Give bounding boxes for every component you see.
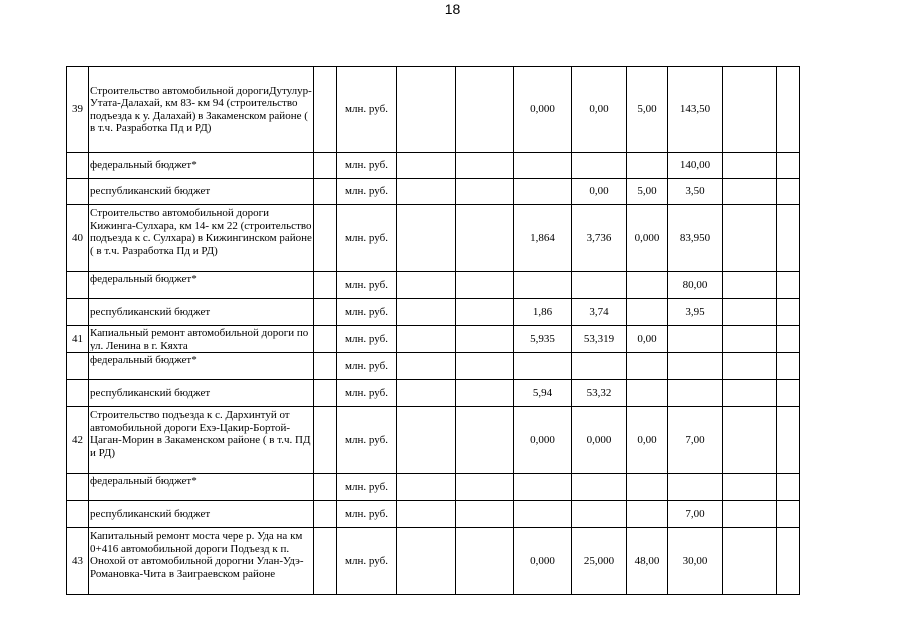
value-cell — [723, 326, 777, 353]
table-row — [67, 474, 800, 501]
table-row — [67, 353, 800, 380]
blank-cell — [314, 153, 337, 179]
value-cell — [777, 353, 800, 380]
value-cell: 0,000 — [514, 407, 572, 474]
blank-cell — [314, 474, 337, 501]
value-cell — [397, 299, 456, 326]
unit-cell: млн. руб. — [337, 153, 397, 179]
value-cell — [723, 528, 777, 595]
item-name — [89, 272, 314, 299]
value-cell — [514, 501, 572, 528]
item-name — [89, 153, 314, 179]
unit-cell: млн. руб. — [337, 272, 397, 299]
value-cell: 48,00 — [627, 528, 668, 595]
item-name — [89, 67, 314, 153]
value-cell — [777, 179, 800, 205]
value-cell: 3,50 — [668, 179, 723, 205]
blank-cell — [314, 501, 337, 528]
unit-cell: млн. руб. — [337, 326, 397, 353]
item-name-text: республиканский бюджет — [90, 305, 211, 318]
value-cell: 0,00 — [572, 179, 627, 205]
value-cell: 25,000 — [572, 528, 627, 595]
value-cell: 0,00 — [627, 407, 668, 474]
value-cell — [397, 179, 456, 205]
row-number — [67, 353, 89, 380]
item-name-text: Капиальный ремонт автомобильной дороги по ул. Ленина в г. Кяхта — [90, 327, 309, 351]
value-cell — [777, 326, 800, 353]
value-cell: 53,319 — [572, 326, 627, 353]
value-cell — [456, 528, 514, 595]
blank-cell — [314, 380, 337, 407]
value-cell — [723, 179, 777, 205]
value-cell: 0,000 — [572, 407, 627, 474]
value-cell: 5,935 — [514, 326, 572, 353]
value-cell — [723, 153, 777, 179]
unit-cell: млн. руб. — [337, 407, 397, 474]
value-cell: 5,94 — [514, 380, 572, 407]
value-cell: 140,00 — [668, 153, 723, 179]
value-cell — [572, 353, 627, 380]
item-name-text: федеральный бюджет* — [90, 273, 197, 285]
value-cell — [723, 474, 777, 501]
unit-cell: млн. руб. — [337, 179, 397, 205]
value-cell — [456, 299, 514, 326]
page-number: 18 — [444, 1, 461, 17]
item-name — [89, 380, 314, 407]
row-number — [67, 153, 89, 179]
unit-cell: млн. руб. — [337, 67, 397, 153]
item-name-text: республиканский бюджет — [90, 386, 211, 399]
value-cell — [723, 67, 777, 153]
value-cell: 0,00 — [627, 326, 668, 353]
budget-table — [66, 66, 800, 595]
item-name — [89, 326, 314, 353]
blank-cell — [314, 299, 337, 326]
item-name — [89, 179, 314, 205]
value-cell: 0,00 — [572, 67, 627, 153]
value-cell — [777, 501, 800, 528]
value-cell — [514, 474, 572, 501]
value-cell — [456, 153, 514, 179]
row-number: 41 — [67, 326, 89, 353]
value-cell — [572, 501, 627, 528]
row-number: 40 — [67, 205, 89, 272]
row-number — [67, 299, 89, 326]
item-name — [89, 205, 314, 272]
value-cell — [723, 299, 777, 326]
value-cell — [627, 153, 668, 179]
row-number — [67, 179, 89, 205]
unit-cell: млн. руб. — [337, 474, 397, 501]
blank-cell — [314, 67, 337, 153]
value-cell: 7,00 — [668, 407, 723, 474]
row-number — [67, 501, 89, 528]
value-cell — [397, 380, 456, 407]
value-cell — [777, 205, 800, 272]
table-row — [67, 380, 800, 407]
unit-cell: млн. руб. — [337, 528, 397, 595]
item-name — [89, 407, 314, 474]
value-cell — [456, 205, 514, 272]
value-cell: 5,00 — [627, 67, 668, 153]
blank-cell — [314, 326, 337, 353]
value-cell — [777, 153, 800, 179]
table-row — [67, 272, 800, 299]
table-row — [67, 501, 800, 528]
value-cell — [397, 326, 456, 353]
blank-cell — [314, 205, 337, 272]
value-cell: 3,736 — [572, 205, 627, 272]
item-name-text: Строительство подъезда к с. Дархинтуй от автомобильной дороги Ехэ-Цакир-Бортой-Цаган-Морин в Закаменском районе ( в т.ч. ПД и РД) — [90, 409, 311, 459]
value-cell — [514, 272, 572, 299]
value-cell — [777, 474, 800, 501]
unit-cell: млн. руб. — [337, 205, 397, 272]
value-cell: 1,86 — [514, 299, 572, 326]
item-name — [89, 353, 314, 380]
value-cell — [777, 299, 800, 326]
value-cell — [668, 326, 723, 353]
value-cell — [627, 299, 668, 326]
value-cell — [514, 179, 572, 205]
item-name-text: федеральный бюджет* — [90, 475, 197, 487]
unit-cell: млн. руб. — [337, 299, 397, 326]
value-cell — [456, 380, 514, 407]
value-cell — [397, 153, 456, 179]
item-name — [89, 474, 314, 501]
value-cell — [723, 272, 777, 299]
row-number: 42 — [67, 407, 89, 474]
value-cell — [668, 353, 723, 380]
blank-cell — [314, 272, 337, 299]
value-cell — [397, 353, 456, 380]
value-cell — [514, 153, 572, 179]
value-cell — [777, 272, 800, 299]
value-cell — [456, 474, 514, 501]
value-cell — [627, 474, 668, 501]
value-cell — [514, 353, 572, 380]
value-cell: 0,000 — [514, 528, 572, 595]
row-number: 43 — [67, 528, 89, 595]
table-row — [67, 153, 800, 179]
value-cell — [572, 474, 627, 501]
blank-cell — [314, 179, 337, 205]
value-cell — [456, 179, 514, 205]
value-cell — [668, 474, 723, 501]
item-name — [89, 528, 314, 595]
value-cell — [627, 501, 668, 528]
value-cell — [397, 501, 456, 528]
value-cell: 80,00 — [668, 272, 723, 299]
table-row — [67, 205, 800, 272]
value-cell — [456, 326, 514, 353]
value-cell: 5,00 — [627, 179, 668, 205]
row-number — [67, 380, 89, 407]
table-row — [67, 528, 800, 595]
item-name-text: федеральный бюджет* — [90, 159, 197, 172]
blank-cell — [314, 528, 337, 595]
value-cell: 53,32 — [572, 380, 627, 407]
value-cell: 0,000 — [514, 67, 572, 153]
value-cell — [397, 407, 456, 474]
value-cell: 30,00 — [668, 528, 723, 595]
value-cell — [627, 380, 668, 407]
item-name — [89, 501, 314, 528]
value-cell — [397, 272, 456, 299]
value-cell — [723, 380, 777, 407]
table-row — [67, 67, 800, 153]
item-name-text: Строительство автомобильной дороги Кижинга-Сулхара, км 14- км 22 (строительство подъезда к с. Сулхара) в Кижингинском районе ( в т.ч. Разработка Пд и РД) — [90, 207, 312, 257]
value-cell — [456, 407, 514, 474]
value-cell — [397, 205, 456, 272]
value-cell: 7,00 — [668, 501, 723, 528]
value-cell: 1,864 — [514, 205, 572, 272]
value-cell — [723, 407, 777, 474]
item-name-text: федеральный бюджет* — [90, 354, 197, 366]
table-row — [67, 326, 800, 353]
item-name-text: республиканский бюджет — [90, 185, 211, 198]
value-cell: 3,95 — [668, 299, 723, 326]
unit-cell: млн. руб. — [337, 501, 397, 528]
value-cell — [668, 380, 723, 407]
row-number — [67, 474, 89, 501]
value-cell — [627, 272, 668, 299]
value-cell — [456, 67, 514, 153]
value-cell — [723, 353, 777, 380]
value-cell: 0,000 — [627, 205, 668, 272]
value-cell — [777, 380, 800, 407]
value-cell: 83,950 — [668, 205, 723, 272]
value-cell — [777, 67, 800, 153]
value-cell — [456, 501, 514, 528]
table-row — [67, 407, 800, 474]
value-cell — [397, 474, 456, 501]
table-body — [67, 67, 800, 595]
value-cell — [777, 528, 800, 595]
value-cell — [456, 272, 514, 299]
item-name-text: Капитальный ремонт моста чере р. Уда на км 0+416 автомобильной дороги Подъезд к п. Онохой от автомобильной дорогни Улан-Удэ-Романовка-Чита в Заиграевском районе — [90, 530, 304, 580]
value-cell — [456, 353, 514, 380]
value-cell: 3,74 — [572, 299, 627, 326]
row-number: 39 — [67, 67, 89, 153]
value-cell — [572, 272, 627, 299]
blank-cell — [314, 353, 337, 380]
item-name — [89, 299, 314, 326]
item-name-text: Строительство автомобильной дорогиДутулур-Утата-Далахай, км 83- км 94 (строительство подъезда к у. Далахай) в Закаменском районе ( в т.ч. Разработка Пд и РД) — [90, 84, 312, 134]
unit-cell: млн. руб. — [337, 353, 397, 380]
value-cell — [397, 528, 456, 595]
unit-cell: млн. руб. — [337, 380, 397, 407]
table-row — [67, 179, 800, 205]
value-cell — [627, 353, 668, 380]
value-cell — [723, 501, 777, 528]
value-cell — [723, 205, 777, 272]
value-cell: 143,50 — [668, 67, 723, 153]
value-cell — [572, 153, 627, 179]
row-number — [67, 272, 89, 299]
value-cell — [397, 67, 456, 153]
value-cell — [777, 407, 800, 474]
table-row — [67, 299, 800, 326]
blank-cell — [314, 407, 337, 474]
item-name-text: республиканский бюджет — [90, 507, 211, 520]
